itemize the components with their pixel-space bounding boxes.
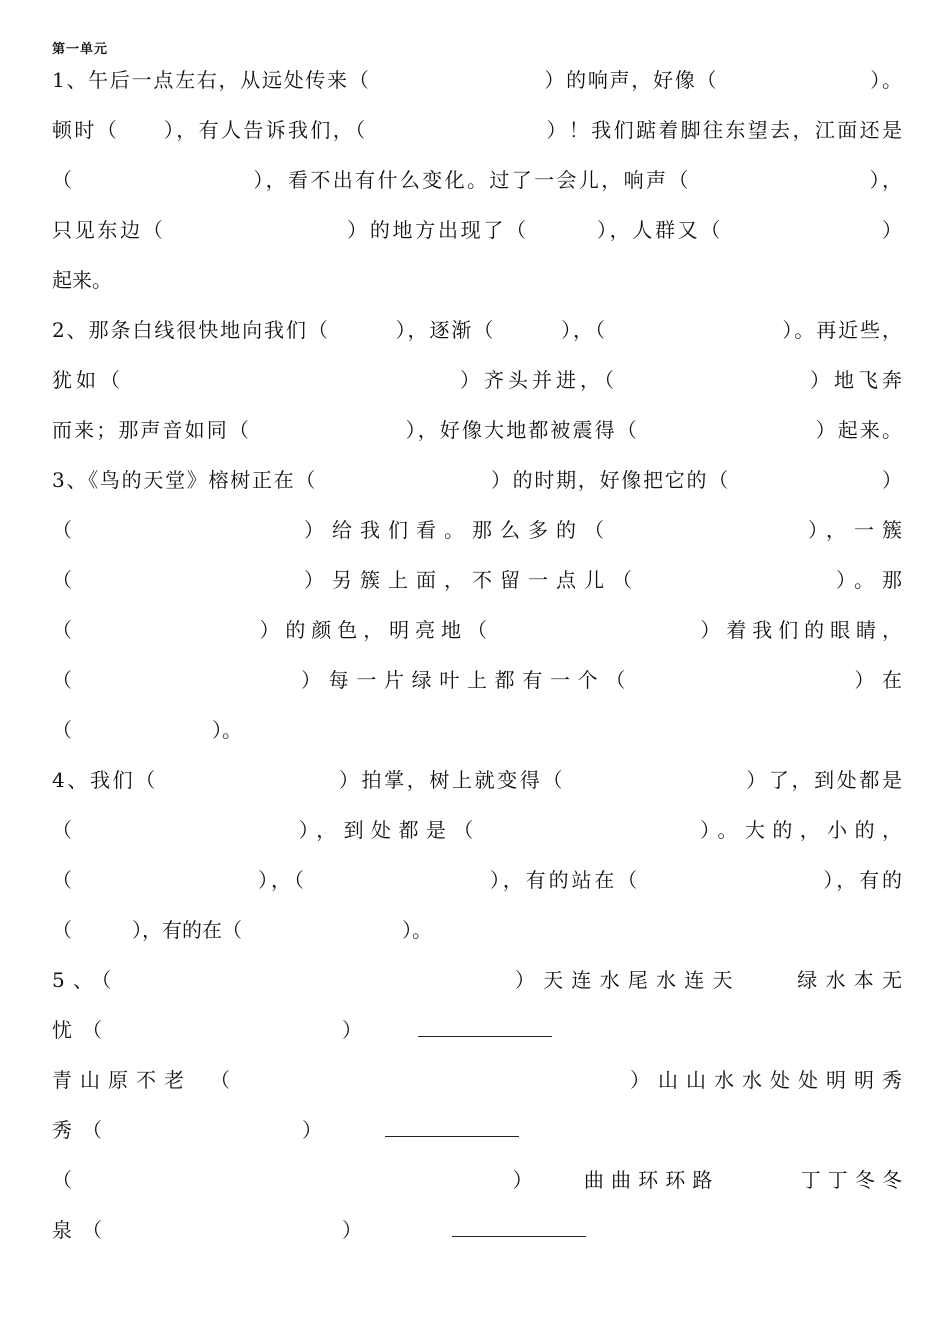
text-line: 忧 （ ） <box>52 1018 362 1042</box>
text-line: 4、我们（ ）拍掌，树上就变得（ ）了，到处都是 <box>52 768 902 792</box>
text-line: （ ），到处都是（ ）。大的，小的， <box>52 818 902 842</box>
text-line: 2、那条白线很快地向我们（ ），逐渐（ ），（ ）。再近些， <box>52 318 902 342</box>
text-line: 青山原不老 （ ）山山水水处处明明秀 <box>52 1068 902 1092</box>
text-line: 只见东边（ ）的地方出现了（ ），人群又（ ） <box>52 218 902 242</box>
text-line: 起来。 <box>52 268 112 292</box>
text-line: （ ）的颜色，明亮地（ ）着我们的眼睛， <box>52 618 902 642</box>
text-line: 而来；那声音如同（ ），好像大地都被震得（ ）起来。 <box>52 418 902 442</box>
text-line: 秀 （ ） <box>52 1118 322 1142</box>
text-line: （ ）另簇上面，不留一点儿（ ）。那 <box>52 568 902 592</box>
answer-blank[interactable] <box>452 1236 586 1237</box>
text-line: （ ），（ ），有的站在（ ），有的 <box>52 868 902 892</box>
text-line: 5、（ ）天连水尾水连天 绿水本无 <box>52 968 902 992</box>
text-line: 犹如（ ）齐头并进，（ ）地飞奔 <box>52 368 902 392</box>
text-line: （ ）。 <box>52 718 242 742</box>
answer-blank[interactable] <box>385 1136 519 1137</box>
text-line: （ ），看不出有什么变化。过了一会儿，响声（ ）， <box>52 168 902 192</box>
text-line: 3、《鸟的天堂》榕树正在（ ）的时期，好像把它的（ ） <box>52 468 902 492</box>
text-line: （ ）每一片绿叶上都有一个（ ）在 <box>52 668 902 692</box>
answer-blank[interactable] <box>418 1036 552 1037</box>
text-line: （ ） 曲曲环环路 丁丁冬冬 <box>52 1168 902 1192</box>
text-line: 泉 （ ） <box>52 1218 362 1242</box>
text-line: 1、午后一点左右，从远处传来（ ）的响声，好像（ ）。 <box>52 68 902 92</box>
text-line: （ ），有的在（ ）。 <box>52 918 432 942</box>
text-line: 顿时（ ），有人告诉我们，（ ）！我们踮着脚往东望去，江面还是 <box>52 118 902 142</box>
unit-heading: 第一单元 <box>52 42 109 57</box>
text-line: （ ）给我们看。那么多的（ ），一簇 <box>52 518 902 542</box>
